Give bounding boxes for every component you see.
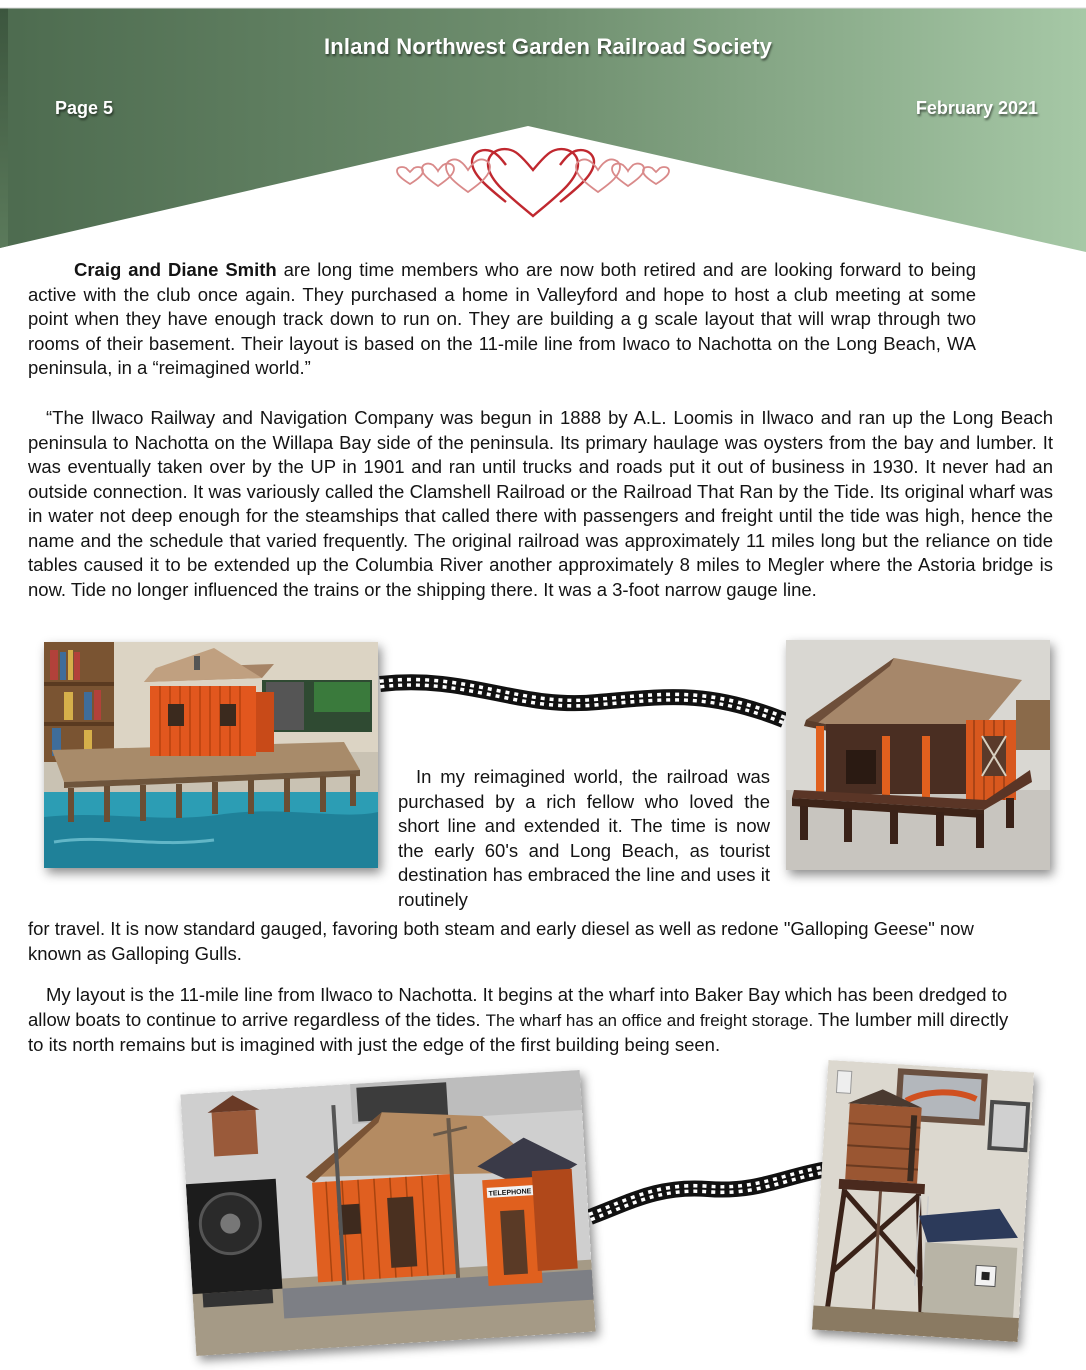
layout-text-b: The wharf has an office and freight storage. bbox=[485, 1010, 814, 1030]
history-paragraph bbox=[28, 406, 1053, 602]
org-title: Inland Northwest Garden Railroad Society bbox=[323, 34, 773, 59]
curved-track-icon bbox=[588, 1155, 830, 1235]
water-tower-photo bbox=[812, 1060, 1034, 1342]
station-locomotive-photo bbox=[180, 1070, 595, 1356]
telephone-sign: TELEPHONE bbox=[488, 1188, 532, 1198]
page-number: Page 5 bbox=[55, 98, 114, 118]
issue-date: February 2021 bbox=[915, 98, 1038, 118]
layout-text-c: The lumber mill directly to its north remains but is imagined with just the edge of the first building being seen. bbox=[28, 1008, 1009, 1055]
layout-text-a: My layout is the 11-mile line from Ilwaco to Nachotta. It begins at the wharf into Baker Bay which has been dredged to allow boats to continue to arrive regardless of the tides. bbox=[28, 984, 1008, 1030]
gauge-paragraph: for travel. It is now standard gauged, favoring both steam and early diesel as well as redone "Galloping Geese" now known as Galloping Gulls. bbox=[28, 918, 974, 964]
reimagined-paragraph bbox=[398, 765, 770, 912]
intro-text: are long time members who are now both retired and are looking forward to being active with the club once again. They purchased a home in Valleyford and hope to host a club meeting at some point when they have enough track down to run on. They are building a g scale layout that will wrap through two rooms of their basement. Their layout is based on the 11-mile line from Iwaco to Nachotta on the Long Beach, WA peninsula, in a “reimagined world.” bbox=[28, 259, 976, 378]
freight-depot-photo bbox=[786, 640, 1050, 870]
member-names: Craig and Diane Smith bbox=[74, 259, 277, 280]
hearts-ornament-icon bbox=[388, 140, 678, 230]
history-text: “The Ilwaco Railway and Navigation Company was begun in 1888 by A.L. Loomis in Ilwaco and ran up the Long Beach peninsula to Nachotta on the Willapa Bay side of the peninsula. Its primary haulage was oysters from the bay and lumber. It was eventually taken over by the UP in 1901 and ran until trucks and roads put it out of business in 1930. It never had an outside connection. It was variously called the Clamshell Railroad or the Railroad That Ran by the Tide. Its original wharf was in water not deep enough for the steamships that called there with passengers and freight until the tide was high, hence the name and the schedule that varied frequently. The original railroad was approximately 11 miles long but the reliance on tide tables caused it to be extended up the Columbia River another approximately 8 miles to Megler where the Astoria bridge is now. Tide no longer influenced the trains or the shipping there. It was a 3-foot narrow gauge line. bbox=[28, 407, 1053, 600]
intro-paragraph bbox=[28, 258, 976, 381]
curved-track-icon bbox=[378, 662, 786, 734]
wharf-office-photo bbox=[44, 642, 378, 868]
layout-paragraph bbox=[28, 983, 1018, 1058]
reimagined-text: In my reimagined world, the railroad was purchased by a rich fellow who loved the short line and extended it. The time is now the early 60's and Long Beach, as tourist destination has embraced the line and uses it routinely bbox=[398, 766, 770, 910]
